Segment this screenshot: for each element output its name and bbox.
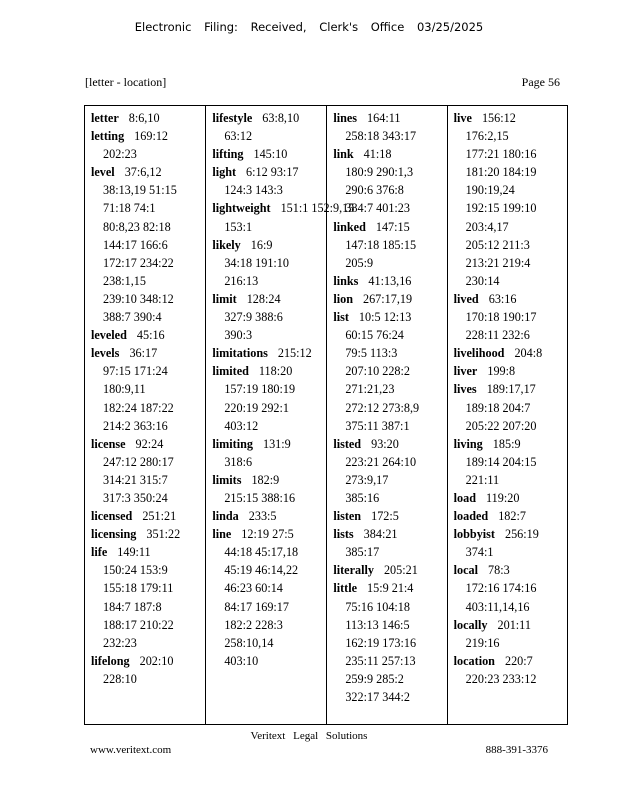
index-term: lifting: [212, 147, 244, 162]
index-reference: 384:21: [363, 527, 398, 542]
footer-company: Veritext Legal Solutions: [250, 730, 368, 742]
index-reference: 182:7: [498, 509, 526, 524]
index-reference: 327:9 388:6: [224, 310, 283, 325]
index-term: livelihood: [453, 346, 505, 361]
index-entry: [212, 344, 326, 362]
index-entry: [91, 652, 205, 688]
index-reference: 201:11: [497, 617, 531, 632]
index-term: lifelong: [91, 653, 130, 668]
index-reference: 375:11 387:1: [345, 418, 410, 433]
index-reference: 12:19 27:5: [241, 527, 294, 542]
index-entry: [212, 145, 326, 163]
index-term: licensed: [91, 509, 133, 524]
index-reference: 147:15: [375, 219, 410, 234]
index-reference: 271:21,23: [345, 382, 395, 397]
index-term: locally: [453, 617, 488, 632]
index-term: local: [453, 563, 479, 578]
index-entry: [333, 272, 446, 290]
index-reference: 176:2,15: [465, 129, 509, 144]
index-reference: 36:17: [129, 346, 158, 361]
index-reference: 384:7 401:23: [345, 201, 410, 216]
index-entry: [91, 127, 205, 163]
index-reference: 170:18 190:17: [465, 310, 537, 325]
index-term: leveled: [91, 328, 127, 343]
index-reference: 351:22: [146, 527, 181, 542]
index-entry: [333, 435, 446, 507]
index-reference: 318:6: [224, 454, 253, 469]
index-reference: 37:6,12: [124, 165, 162, 180]
index-reference: 6:12 93:17: [246, 165, 299, 180]
index-reference: 63:12: [224, 129, 253, 144]
word-index-table: [84, 105, 568, 725]
index-entry: [454, 290, 567, 344]
index-reference: 71:18 74:1: [103, 201, 156, 216]
index-column-1: [85, 106, 205, 724]
index-term: limitations: [212, 346, 268, 361]
index-term: line: [212, 527, 232, 542]
index-term: lists: [333, 527, 354, 542]
index-term: lion: [333, 291, 353, 306]
index-term: limited: [212, 364, 249, 379]
index-term: list: [333, 310, 349, 325]
index-reference: 15:9 21:4: [367, 581, 414, 596]
index-reference: 228:11 232:6: [465, 328, 530, 343]
index-reference: 188:17 210:22: [103, 617, 174, 632]
index-reference: 119:20: [486, 490, 520, 505]
index-term: listen: [333, 509, 362, 524]
index-entry: [212, 507, 326, 525]
index-entry: [333, 308, 446, 435]
index-reference: 144:17 166:6: [103, 237, 168, 252]
index-reference: 220:19 292:1: [224, 400, 289, 415]
index-term: location: [453, 653, 495, 668]
index-entry: [212, 471, 326, 507]
index-reference: 385:16: [345, 490, 380, 505]
index-term: lobbyist: [453, 527, 495, 542]
index-reference: 172:17 234:22: [103, 255, 174, 270]
index-entry: [91, 507, 205, 525]
index-reference: 403:12: [224, 418, 259, 433]
index-reference: 177:21 180:16: [465, 147, 537, 162]
index-reference: 63:8,10: [262, 111, 300, 125]
index-entry: [333, 290, 446, 308]
index-entry: [333, 525, 446, 561]
index-entry: [454, 435, 567, 489]
index-term: letter: [91, 111, 119, 125]
index-reference: 45:16: [136, 328, 165, 343]
index-reference: 113:13 146:5: [345, 617, 410, 632]
index-term: link: [333, 147, 354, 162]
index-reference: 223:21 264:10: [345, 454, 417, 469]
index-reference: 273:9,17: [345, 472, 389, 487]
index-reference: 155:18 179:11: [103, 581, 174, 596]
index-term: levels: [91, 346, 120, 361]
index-term: limits: [212, 472, 242, 487]
index-reference: 156:12: [481, 111, 516, 125]
index-entry: [91, 525, 205, 543]
index-entry: [454, 616, 567, 652]
index-entry: [212, 525, 326, 670]
index-reference: 182:24 187:22: [103, 400, 174, 415]
index-reference: 233:5: [248, 509, 277, 524]
index-term: limiting: [212, 436, 253, 451]
index-term: listed: [333, 436, 362, 451]
index-term: living: [453, 436, 483, 451]
index-term: lived: [453, 291, 479, 306]
index-reference: 207:10 228:2: [345, 364, 410, 379]
index-reference: 258:18 343:17: [345, 129, 417, 144]
index-reference: 10:5 12:13: [358, 310, 412, 325]
index-reference: 258:10,14: [224, 635, 274, 650]
index-range-label: [letter - location]: [85, 75, 167, 89]
index-reference: 238:1,15: [103, 273, 146, 288]
index-reference: 204:8: [514, 346, 543, 361]
footer-phone: 888-391-3376: [485, 744, 548, 756]
index-reference: 78:3: [488, 563, 510, 578]
index-reference: 203:4,17: [465, 219, 509, 234]
index-entry: [212, 290, 326, 344]
index-term: load: [453, 490, 477, 505]
index-reference: 272:12 273:8,9: [345, 400, 420, 415]
index-entry: [454, 344, 567, 362]
index-reference: 314:21 315:7: [103, 472, 168, 487]
index-term: liver: [453, 364, 478, 379]
index-reference: 75:16 104:18: [345, 599, 410, 614]
index-entry: [212, 362, 326, 434]
index-reference: 128:24: [246, 291, 281, 306]
index-entry: [333, 579, 446, 706]
index-column-4: [447, 106, 567, 724]
index-reference: 172:5: [371, 509, 399, 524]
index-reference: 192:15 199:10: [465, 201, 537, 216]
index-column-3: [326, 106, 446, 724]
index-reference: 228:10: [103, 671, 137, 686]
index-entry: [91, 344, 205, 434]
index-reference: 169:12: [134, 129, 169, 144]
index-reference: 164:11: [367, 111, 401, 125]
index-reference: 189:14 204:15: [465, 454, 537, 469]
index-reference: 205:12 211:3: [465, 237, 530, 252]
index-reference: 259:9 285:2: [345, 671, 404, 686]
index-reference: 202:10: [139, 653, 174, 668]
index-term: light: [212, 165, 237, 180]
index-entry: [333, 145, 446, 217]
index-entry: [454, 362, 567, 380]
index-reference: 239:10 348:12: [103, 291, 174, 306]
index-reference: 38:13,19 51:15: [103, 183, 177, 198]
index-reference: 247:12 280:17: [103, 454, 174, 469]
index-term: letting: [91, 129, 125, 144]
index-reference: 16:9: [250, 237, 273, 252]
index-reference: 388:7 390:4: [103, 310, 162, 325]
index-term: lives: [453, 382, 477, 397]
index-reference: 205:22 207:20: [465, 418, 537, 433]
index-reference: 172:16 174:16: [465, 581, 537, 596]
index-term: lifestyle: [212, 111, 253, 125]
index-term: level: [91, 165, 115, 180]
index-entry: [91, 435, 205, 507]
index-entry: [454, 652, 567, 688]
index-reference: 118:20: [258, 364, 293, 379]
index-reference: 63:16: [488, 291, 517, 306]
index-entry: [91, 109, 205, 127]
index-reference: 46:23 60:14: [224, 581, 283, 596]
index-reference: 190:19,24: [465, 183, 515, 198]
index-term: loaded: [453, 509, 489, 524]
index-reference: 235:11 257:13: [345, 653, 416, 668]
index-reference: 84:17 169:17: [224, 599, 289, 614]
index-term: links: [333, 273, 359, 288]
index-reference: 181:20 184:19: [465, 165, 537, 180]
index-entry: [333, 507, 446, 525]
index-reference: 221:11: [465, 472, 500, 487]
index-reference: 374:1: [465, 545, 494, 560]
index-reference: 199:8: [487, 364, 516, 379]
index-reference: 202:23: [103, 147, 137, 162]
index-entry: [333, 561, 446, 579]
index-reference: 180:9,11: [103, 382, 146, 397]
index-term: linda: [212, 509, 239, 524]
index-entry: [454, 507, 567, 525]
index-reference: 256:19: [504, 527, 539, 542]
index-reference: 180:9 290:1,3: [345, 165, 414, 180]
index-reference: 150:24 153:9: [103, 563, 168, 578]
index-term: literally: [333, 563, 374, 578]
index-reference: 60:15 76:24: [345, 328, 404, 343]
filing-stamp-header: Electronic Filing: Received, Clerk's Office 03/25/2025: [134, 20, 484, 34]
index-reference: 205:21: [383, 563, 418, 578]
index-term: life: [91, 545, 108, 560]
index-entry: [91, 543, 205, 652]
index-reference: 34:18 191:10: [224, 255, 289, 270]
index-reference: 151:1 152:9,15: [280, 201, 355, 216]
index-reference: 41:18: [363, 147, 392, 162]
index-entry: [91, 163, 205, 326]
index-reference: 385:17: [345, 545, 380, 560]
index-term: live: [453, 111, 472, 125]
index-entry: [333, 109, 446, 145]
index-reference: 92:24: [135, 436, 164, 451]
index-reference: 403:10: [224, 653, 259, 668]
index-reference: 97:15 171:24: [103, 364, 168, 379]
index-reference: 149:11: [117, 545, 151, 560]
index-reference: 80:8,23 82:18: [103, 219, 171, 234]
index-reference: 251:21: [142, 509, 177, 524]
index-entry: [333, 218, 446, 272]
index-reference: 214:2 363:16: [103, 418, 168, 433]
index-reference: 232:23: [103, 635, 137, 650]
index-reference: 162:19 173:16: [345, 635, 417, 650]
index-reference: 8:6,10: [128, 111, 160, 125]
index-term: lightweight: [212, 201, 271, 216]
index-term: limit: [212, 291, 237, 306]
index-reference: 189:17,17: [486, 382, 536, 397]
page-number: Page 56: [521, 75, 560, 89]
index-reference: 220:23 233:12: [465, 671, 537, 686]
index-reference: 147:18 185:15: [345, 237, 417, 252]
index-reference: 131:9: [262, 436, 291, 451]
index-reference: 185:9: [492, 436, 521, 451]
index-reference: 182:9: [251, 472, 280, 487]
index-reference: 403:11,14,16: [465, 599, 530, 614]
index-entry: [454, 489, 567, 507]
index-term: little: [333, 581, 358, 596]
index-reference: 93:20: [371, 436, 399, 451]
index-entry: [212, 236, 326, 290]
index-reference: 215:15 388:16: [224, 490, 296, 505]
index-reference: 145:10: [253, 147, 288, 162]
index-reference: 230:14: [465, 273, 500, 288]
index-reference: 41:13,16: [368, 273, 412, 288]
index-reference: 124:3 143:3: [224, 183, 283, 198]
index-reference: 216:13: [224, 273, 259, 288]
index-term: licensing: [91, 527, 137, 542]
index-term: license: [91, 436, 126, 451]
index-reference: 267:17,19: [362, 291, 413, 306]
index-reference: 79:5 113:3: [345, 346, 398, 361]
index-entry: [454, 525, 567, 561]
index-entry: [454, 109, 567, 290]
index-reference: 182:2 228:3: [224, 617, 283, 632]
index-reference: 45:19 46:14,22: [224, 563, 299, 578]
index-reference: 157:19 180:19: [224, 382, 296, 397]
index-entry: [91, 326, 205, 344]
index-reference: 220:7: [504, 653, 533, 668]
index-entry: [454, 380, 567, 434]
index-term: likely: [212, 237, 241, 252]
footer-website: www.veritext.com: [90, 744, 172, 756]
index-reference: 219:16: [465, 635, 500, 650]
index-reference: 317:3 350:24: [103, 490, 168, 505]
index-reference: 290:6 376:8: [345, 183, 404, 198]
index-reference: 184:7 187:8: [103, 599, 162, 614]
index-reference: 215:12: [277, 346, 312, 361]
index-term: lines: [333, 111, 358, 125]
index-reference: 322:17 344:2: [345, 690, 410, 704]
index-reference: 213:21 219:4: [465, 255, 531, 270]
index-entry: [454, 561, 567, 615]
index-reference: 390:3: [224, 328, 253, 343]
index-entry: [212, 163, 326, 199]
index-reference: 44:18 45:17,18: [224, 545, 299, 560]
index-reference: 205:9: [345, 255, 374, 270]
index-reference: 153:1: [224, 219, 253, 234]
index-term: linked: [333, 219, 366, 234]
index-entry: [212, 109, 326, 145]
index-reference: 189:18 204:7: [465, 400, 531, 415]
index-entry: [212, 435, 326, 471]
